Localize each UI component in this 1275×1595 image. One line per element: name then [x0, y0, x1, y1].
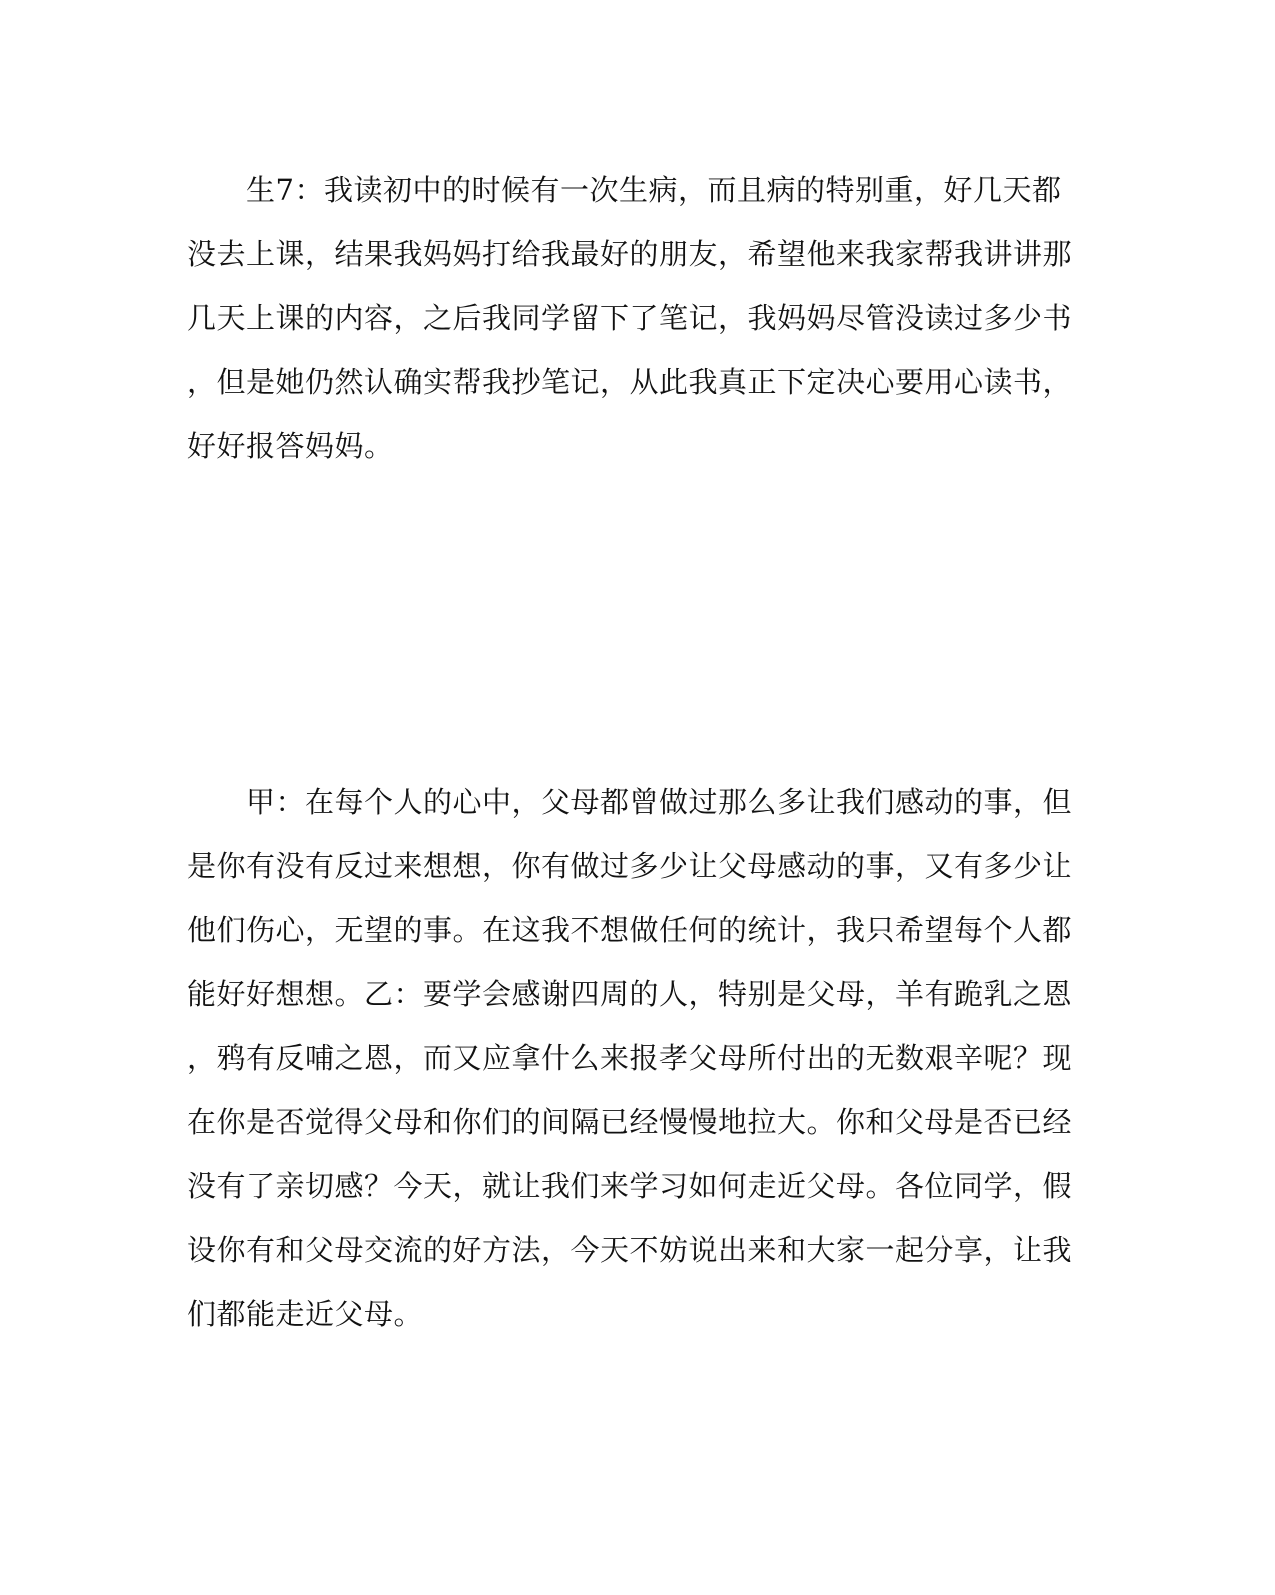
text-line: 们都能走近父母。 [187, 1297, 424, 1331]
text-line: 甲：在每个人的心中，父母都曾做过那么多让我们感动的事，但 [187, 785, 1073, 819]
text-line: 几天上课的内容，之后我同学留下了笔记，我妈妈尽管没读过多少书 [187, 301, 1073, 335]
text-line: 能好好想想。乙：要学会感谢四周的人，特别是父母，羊有跪乳之恩 [187, 977, 1073, 1011]
paragraph-student-7 [187, 158, 1073, 478]
text-line: 设你有和父母交流的好方法，今天不妨说出来和大家一起分享，让我 [187, 1233, 1073, 1267]
text-line: 没去上课，结果我妈妈打给我最好的朋友，希望他来我家帮我讲讲那 [187, 237, 1073, 271]
text-line: ，鸦有反哺之恩，而又应拿什么来报孝父母所付出的无数艰辛呢？现 [187, 1041, 1073, 1075]
text-line: 没有了亲切感？今天，就让我们来学习如何走近父母。各位同学，假 [187, 1169, 1073, 1203]
text-line: ，但是她仍然认确实帮我抄笔记，从此我真正下定决心要用心读书， [187, 365, 1073, 399]
text-line: 是你有没有反过来想想，你有做过多少让父母感动的事，又有多少让 [187, 849, 1073, 883]
text-line: 在你是否觉得父母和你们的间隔已经慢慢地拉大。你和父母是否已经 [187, 1105, 1073, 1139]
text-line: 生7：我读初中的时候有一次生病，而且病的特别重，好几天都 [187, 173, 1062, 207]
text-line: 好好报答妈妈。 [187, 429, 394, 463]
text-line: 他们伤心，无望的事。在这我不想做任何的统计，我只希望每个人都 [187, 913, 1073, 947]
paragraph-host-dialogue [187, 770, 1073, 1346]
